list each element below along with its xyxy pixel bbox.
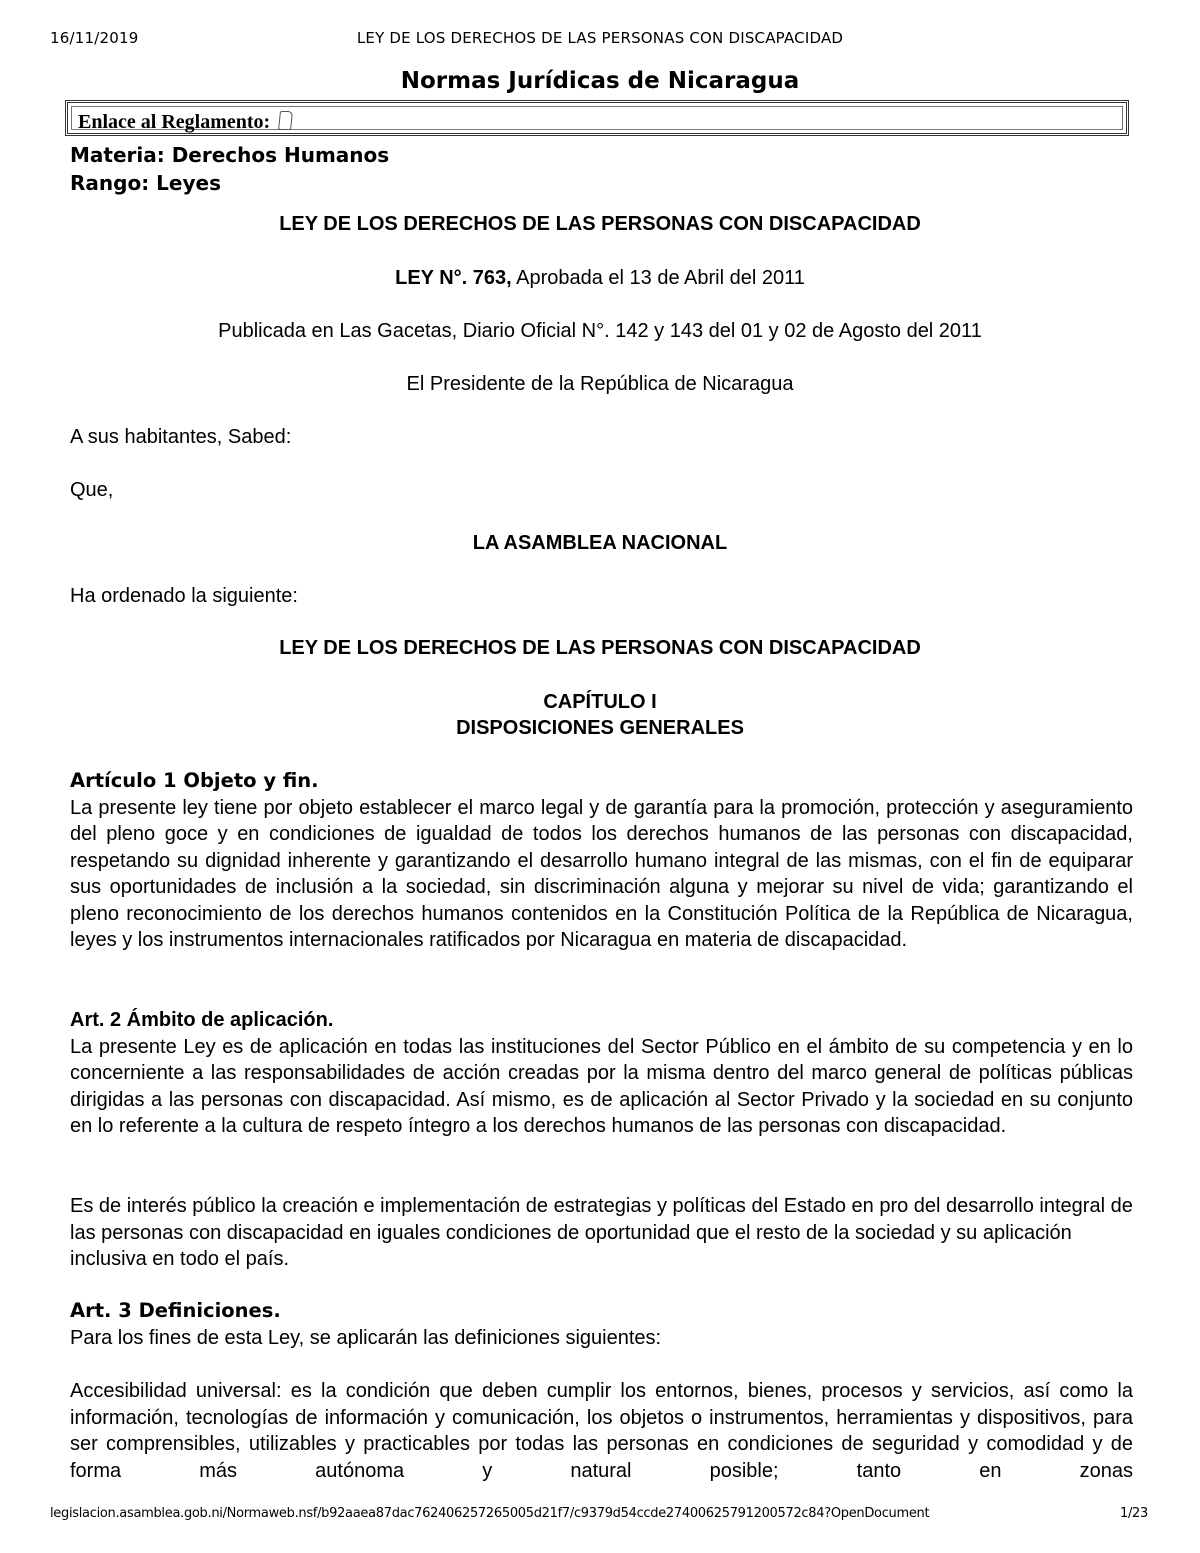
reglamento-label: Enlace al Reglamento: [78, 111, 271, 133]
article-3-title: Art. 3 Definiciones. [70, 1299, 281, 1322]
article-3-definition-text: Accesibilidad universal: es la condición que deben cumplir los entornos, bienes, procesos y servicios, así como la información, tecnologías de información y comunicación, los objetos o instrumentos, herramientas y dispositivos, para ser comprensibles, utilizables y practicables por todas las personas en condiciones de seguridad y comodidad y de forma más autónoma y natural posible; tanto en zonas [70, 1380, 1133, 1482]
asamblea-heading: LA ASAMBLEA NACIONAL [472, 532, 728, 554]
law-number-line [0, 267, 1200, 290]
article-3 [70, 1298, 1133, 1351]
article-2-text: La presente Ley es de aplicación en todas las instituciones del Sector Público en el ámbito de su competencia y en lo concerniente a las responsabilidades de acción creadas por la misma dentro del marco general de políticas públicas dirigidas a las personas con discapacidad. Así mismo, es de aplicación al Sector Privado y la sociedad en su conjunto en lo referente a la cultura de respeto íntegro a los derechos humanos de las personas con discapacidad. [70, 1035, 1133, 1137]
article-2-paragraph-2: Es de interés público la creación e implementación de estrategias y políticas del Estado en pro del desarrollo integral de las personas con discapacidad en iguales condiciones de oportunidad que el resto de la sociedad y su aplicación inclusiva en todo el país. [70, 1195, 1133, 1270]
rango: Rango: Leyes [70, 171, 221, 195]
article-3-text: Para los fines de esta Ley, se aplicarán las definiciones siguientes: [70, 1326, 662, 1349]
site-title: Normas Jurídicas de Nicaragua [400, 68, 800, 94]
reglamento-link[interactable] [78, 111, 292, 134]
chapter-heading: CAPÍTULO I [543, 691, 657, 713]
habitantes-line: A sus habitantes, Sabed: [70, 426, 292, 448]
article-2 [70, 1007, 1133, 1140]
que-line: Que, [70, 479, 114, 501]
president-line: El Presidente de la República de Nicaragua [406, 373, 794, 395]
published-line: Publicada en Las Gacetas, Diario Oficial N°. 142 y 143 del 01 y 02 de Agosto del 2011 [218, 320, 982, 342]
document-icon[interactable] [278, 111, 293, 130]
article-2-title: Art. 2 Ámbito de aplicación. [70, 1009, 334, 1031]
reglamento-box-inner [71, 106, 1123, 133]
footer-url: legislacion.asamblea.gob.ni/Normaweb.nsf/b92aaea87dac762406257265005d21f7/c9379d54ccde27400625791200572c84?OpenDocument [50, 1506, 930, 1521]
page-number: 1/23 [1120, 1506, 1148, 1521]
reglamento-box [65, 100, 1129, 136]
article-1-title: Artículo 1 Objeto y fin. [70, 769, 319, 792]
materia: Materia: Derechos Humanos [70, 143, 390, 167]
print-title: LEY DE LOS DERECHOS DE LAS PERSONAS CON DISCAPACIDAD [356, 29, 844, 47]
law-title-2: LEY DE LOS DERECHOS DE LAS PERSONAS CON DISCAPACIDAD [279, 637, 921, 659]
law-number: LEY N°. 763, [395, 267, 512, 289]
article-3-definition [70, 1378, 1133, 1484]
ordenado-line: Ha ordenado la siguiente: [70, 585, 298, 607]
article-1-text: La presente ley tiene por objeto establecer el marco legal y de garantía para la promoción, protección y aseguramiento del pleno goce y en condiciones de igualdad de todos los derechos humanos de las personas con discapacidad, respetando su dignidad inherente y garantizando el desarrollo humano integral de las mismas, con el fin de equiparar sus oportunidades de inclusión a la sociedad, sin discriminación alguna y mejorar su nivel de vida; garantizando el pleno reconocimiento de los derechos humanos contenidos en la Constitución Política de la República de Nicaragua, leyes y los instrumentos internacionales ratificados por Nicaragua en materia de discapacidad. [70, 796, 1133, 951]
approved-date: Aprobada el 13 de Abril del 2011 [511, 267, 805, 289]
article-1 [70, 768, 1133, 954]
chapter-name: DISPOSICIONES GENERALES [456, 717, 744, 739]
print-date: 16/11/2019 [50, 29, 139, 47]
law-title: LEY DE LOS DERECHOS DE LAS PERSONAS CON DISCAPACIDAD [279, 213, 921, 235]
